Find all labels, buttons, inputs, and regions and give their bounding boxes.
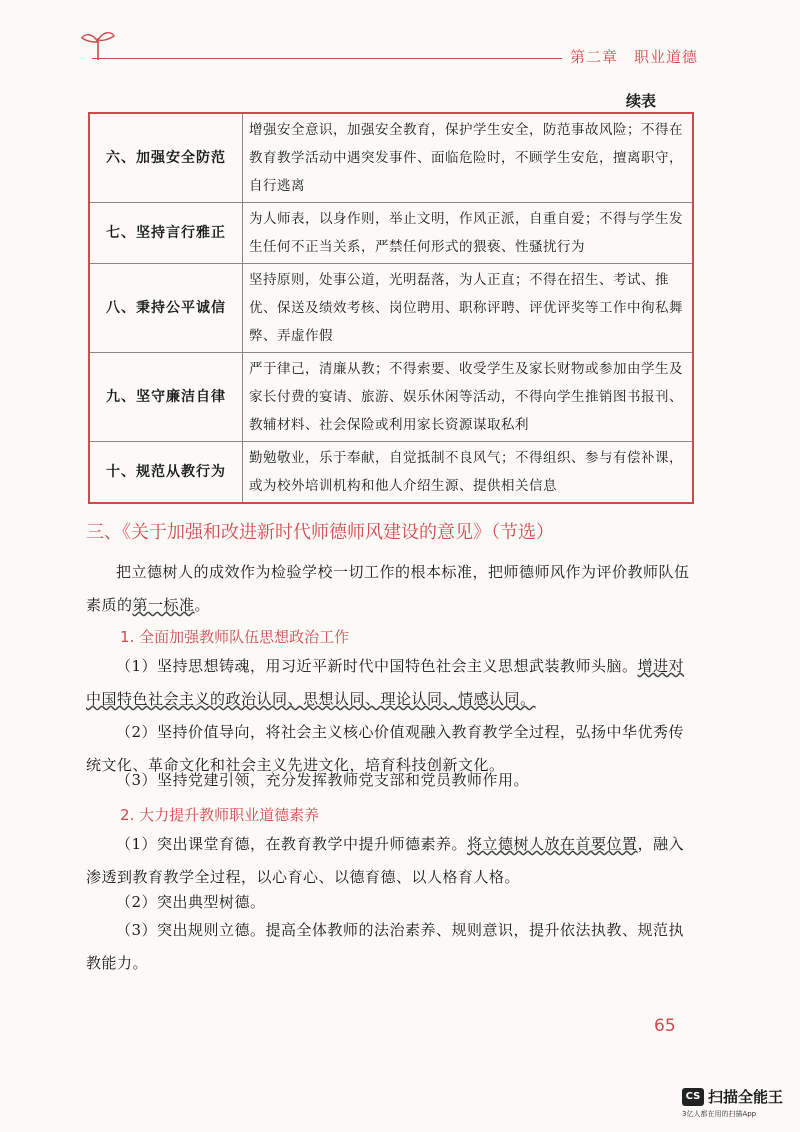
scanner-tagline: 3亿人都在用的扫描App xyxy=(682,1110,757,1118)
table-row xyxy=(89,113,693,203)
s2-point-1-end: ，融入渗透到教育教学全过程，以心育心、以德育德、以人格育人格。 xyxy=(86,835,685,886)
s1-point-3: （3）坚持党建引领，充分发挥教师党支部和党员教师作用。 xyxy=(116,771,530,789)
continued-label: 续表 xyxy=(626,92,657,110)
page-number: 65 xyxy=(654,1016,676,1036)
table-row xyxy=(89,203,693,264)
row-key: 十、规范从教行为 xyxy=(89,442,243,504)
subsection-title-1: 1. 全面加强教师队伍思想政治工作 xyxy=(120,628,350,646)
row-key: 六、加强安全防范 xyxy=(89,113,243,203)
row-value: 勤勉敬业，乐于奉献，自觉抵制不良风气；不得组织、参与有偿补课，或为校外培训机构和他人介绍生源、提供相关信息 xyxy=(243,442,694,504)
table-row xyxy=(89,442,693,504)
table-row xyxy=(89,353,693,442)
scanner-logo-icon: CS xyxy=(682,1088,704,1106)
section-title: 三、《关于加强和改进新时代师德师风建设的意见》（节选） xyxy=(86,522,554,543)
row-key: 七、坚持言行雅正 xyxy=(89,203,243,264)
s2-point-1 xyxy=(86,828,692,894)
row-value: 为人师表，以身作则，举止文明，作风正派，自重自爱；不得与学生发生任何不正当关系，严禁任何形式的猥亵、性骚扰行为 xyxy=(243,203,694,264)
intro-end: 。 xyxy=(194,596,211,614)
scanner-app-name: 扫描全能王 xyxy=(708,1088,784,1106)
scanner-watermark xyxy=(682,1086,783,1119)
row-value: 坚持原则，处事公道，光明磊落，为人正直；不得在招生、考试、推优、保送及绩效考核、岗位聘用、职称评聘、评优评奖等工作中徇私舞弊、弄虚作假 xyxy=(243,264,694,353)
subsection-title-2: 2. 大力提升教师职业道德素养 xyxy=(120,806,320,824)
chapter-title: 第二章 职业道德 xyxy=(570,48,699,66)
s1-point-2: （2）坚持价值导向，将社会主义核心价值观融入教育教学全过程，弘扬中华优秀传统文化、革命文化和社会主义先进文化，培育科技创新文化。 xyxy=(86,723,685,774)
row-key: 九、坚守廉洁自律 xyxy=(89,353,243,442)
s2-point-1-underlined: 将立德树人放在首要位置 xyxy=(467,835,638,853)
table-row xyxy=(89,264,693,353)
s2-point-2: （2）突出典型树德。 xyxy=(116,893,266,911)
row-key: 八、秉持公平诚信 xyxy=(89,264,243,353)
code-table xyxy=(88,112,694,504)
intro-paragraph xyxy=(86,556,692,622)
header-rule xyxy=(92,58,562,59)
s1-point-1-underlined: 增进对中国特色社会主义的政治认同、思想认同、理论认同、情感认同。 xyxy=(86,657,685,708)
row-value: 严于律己，清廉从教；不得索要、收受学生及家长财物或参加由学生及家长付费的宴请、旅游、娱乐休闲等活动，不得向学生推销图书报刊、教辅材料、社会保险或利用家长资源谋取私利 xyxy=(243,353,694,442)
intro-text: 把立德树人的成效作为检验学校一切工作的根本标准，把师德师风作为评价教师队伍素质的 xyxy=(86,563,690,614)
s2-point-1-text: （1）突出课堂育德，在教育教学中提升师德素养。 xyxy=(116,835,468,853)
row-value: 增强安全意识，加强安全教育，保护学生安全，防范事故风险；不得在教育教学活动中遇突发事件、面临危险时，不顾学生安危，擅离职守，自行逃离 xyxy=(243,113,694,203)
intro-underlined: 第一标准 xyxy=(132,596,195,614)
s1-point-1 xyxy=(86,650,692,716)
s1-point-1-text: （1）坚持思想铸魂，用习近平新时代中国特色社会主义思想武装教师头脑。 xyxy=(116,657,638,675)
sprout-icon xyxy=(78,28,118,62)
s2-point-3: （3）突出规则立德。提高全体教师的法治素养、规则意识，提升依法执教、规范执教能力。 xyxy=(86,921,685,972)
